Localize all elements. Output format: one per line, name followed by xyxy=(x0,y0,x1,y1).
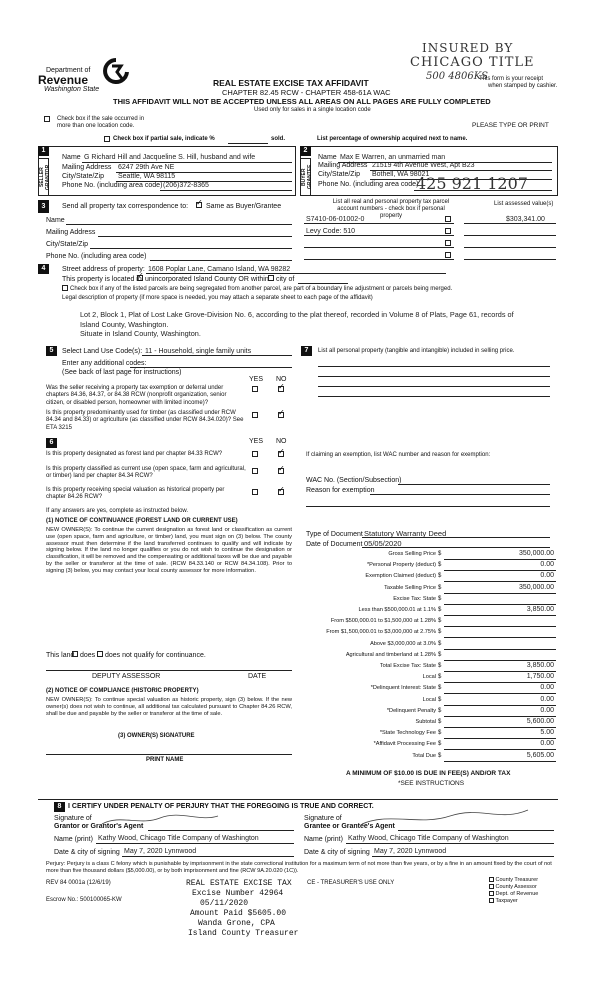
tax-row-label: Local xyxy=(422,696,436,703)
same-as-buyer-checkbox[interactable] xyxy=(196,202,202,208)
tax-row-dollar: $ xyxy=(438,562,442,569)
legal-description-label: Legal description of property (if more space is needed, you may attach a separate sheet to each page of the affidavit) xyxy=(62,295,373,301)
tax-row-dollar: $ xyxy=(438,551,442,557)
segregated-label: Check box if any of the listed parcels are being segregated from another parcel, are part of a boundary line adjustment or parcels being merged. xyxy=(70,286,453,292)
tax-row-value[interactable]: 0.00 xyxy=(540,695,554,703)
land-does-not-checkbox[interactable] xyxy=(97,651,103,657)
tax-row-dollar: $ xyxy=(438,618,442,625)
seller-name-label: Name xyxy=(62,154,81,161)
tax-row-dollar: $ xyxy=(438,584,442,591)
receipt-line-4: Amount Paid $5605.00 xyxy=(190,909,287,918)
tax-row-value[interactable]: 3,850.00 xyxy=(526,662,554,669)
section-2-number: 2 xyxy=(300,146,311,156)
receipt-line-5: Wanda Grone, CPA xyxy=(198,919,275,928)
seller-tab: SELLER GRANTOR xyxy=(38,158,49,196)
tax-row-value[interactable]: 1,750.00 xyxy=(526,673,554,681)
notice-continuance-heading: (1) NOTICE OF CONTINUANCE (FOREST LAND OR CURRENT USE) xyxy=(46,518,238,524)
buyer-phone-label: Phone No. (including area code) xyxy=(318,181,419,188)
tax-row-underline xyxy=(444,649,556,650)
tax-row-dollar: $ xyxy=(438,685,442,692)
same-as-buyer-label: Same as Buyer/Grantee xyxy=(206,203,282,210)
tax-row-label: *Personal Property (deduct) xyxy=(366,562,436,569)
tax-row-value[interactable]: 3,850.00 xyxy=(526,606,554,613)
tax-row-value[interactable]: 5.00 xyxy=(540,729,554,737)
buyer-city-label: City/State/Zip xyxy=(318,171,361,178)
s6-no: NO xyxy=(276,438,287,445)
tax-row-label: Agricultural and timberland at 1.28% xyxy=(345,651,436,658)
notice-continuance-text: NEW OWNER(S): To continue the current designation as forest land or classification as current use (open space, farm and agriculture, or timber) land, you must sign on (3) below. The county assessor must then determine if the land transferred continues to qualify and will indicate by signing below. If the land no longer qualifies or you do not wish to continue the designation or classification, it will be removed and the compensating or additional taxes will be due and payable by the seller or transferor at the time of sale. (RCW 84.33.140 or RCW 84.34.108). Prior to signing (3) below, you may contact your local county assessor for more information. xyxy=(46,527,292,574)
grantee-signature-scribble xyxy=(360,808,530,828)
tax-row-label: *Delinquent Penalty xyxy=(386,707,436,714)
multiple-location-label: Check box if the sale occurred in xyxy=(57,116,145,122)
grantee-printed-name[interactable]: Kathy Wood, Chicago Title Company of Washington xyxy=(348,835,509,842)
correspondence-label: Send all property tax correspondence to: xyxy=(62,203,189,210)
tax-row-dollar: $ xyxy=(438,607,442,613)
buyer-tab: BUYER GRANTEE xyxy=(300,158,311,196)
buyer-city[interactable]: Bothell, WA 98021 xyxy=(372,171,430,178)
treasurer-use-only: CE - TREASURER'S USE ONLY xyxy=(307,880,395,886)
document-date-label: Date of Document xyxy=(306,541,363,548)
s5-no: NO xyxy=(276,376,287,383)
tax-row-underline xyxy=(444,716,556,717)
s5-q1-yes[interactable] xyxy=(252,386,258,392)
section-4-number: 4 xyxy=(38,264,49,274)
tax-row-label: *Delinquent Interest: State xyxy=(370,685,436,692)
grantor-date-city[interactable]: May 7, 2020 Lynnwood xyxy=(124,848,197,855)
assessed-header: List assessed value(s) xyxy=(494,201,554,207)
unincorporated-label: unincorporated Island County OR within xyxy=(145,276,269,283)
section-3-number: 3 xyxy=(38,200,49,213)
ownership-note: List percentage of ownership acquired next to name. xyxy=(317,136,468,142)
tax-row-value[interactable]: 0.00 xyxy=(540,706,554,714)
tax-row-value[interactable]: 0.00 xyxy=(540,572,554,580)
tax-row-dollar: $ xyxy=(438,719,442,725)
street-address[interactable]: 1608 Poplar Lane, Camano Island, WA 98282 xyxy=(148,266,291,273)
tax-row-value[interactable]: 5,605.00 xyxy=(526,751,554,759)
single-location-note: Used only for sales in a single location code xyxy=(254,107,371,113)
document-date[interactable]: 05/05/2020 xyxy=(364,539,402,548)
washington-state: Washington State xyxy=(44,86,100,93)
exemption-reason-label: Reason for exemption xyxy=(306,487,375,494)
parcel-header: List all real and personal property tax parcel account numbers - check box if personal property xyxy=(332,199,450,219)
section-5-number: 5 xyxy=(46,346,57,356)
owner-signature-label: (3) OWNER(S) SIGNATURE xyxy=(118,733,195,739)
segregated-checkbox[interactable] xyxy=(62,285,68,291)
s5-question-1: Was the seller receiving a property tax exemption or deferral under chapters 84.36, 84.37, or 84.38 RCW (nonprofit organization, senior citizen, or disabled person, homeowner with limited income)? xyxy=(46,385,227,406)
s6-question-1: Is this property designated as forest land per chapter 84.33 RCW? xyxy=(46,451,223,457)
form-warning: THIS AFFIDAVIT WILL NOT BE ACCEPTED UNLESS ALL AREAS ON ALL PAGES ARE FULLY COMPLETED xyxy=(113,97,491,106)
tax-row-underline xyxy=(444,693,556,694)
land-does-checkbox[interactable] xyxy=(72,651,78,657)
personal-property-label: List all personal property (tangible and intangible) included in selling price. xyxy=(318,348,515,354)
section-6-number: 6 xyxy=(46,438,57,448)
copy-taxpayer: Taxpayer xyxy=(495,898,518,904)
tax-row-underline xyxy=(444,581,556,582)
tax-row-label: Taxable Selling Price xyxy=(384,584,436,591)
tax-row-underline xyxy=(444,738,556,739)
tax-row-label: Gross Selling Price xyxy=(388,551,436,557)
buyer-name[interactable]: Max E Warren, an unmarried man xyxy=(340,154,446,161)
grantor-printed-name[interactable]: Kathy Wood, Chicago Title Company of Washington xyxy=(98,835,259,842)
form-revision: REV 84 0001a (12/6/19) xyxy=(46,880,111,886)
tax-row-underline xyxy=(444,727,556,728)
certify-statement: I CERTIFY UNDER PENALTY OF PERJURY THAT THE FOREGOING IS TRUE AND CORRECT. xyxy=(68,803,374,810)
tax-row-label: Subtotal xyxy=(415,719,436,725)
tax-row-value[interactable]: 0.00 xyxy=(540,684,554,692)
copy-dept-revenue: Dept. of Revenue xyxy=(495,891,539,897)
section-1-number: 1 xyxy=(38,146,49,156)
copy-county-treasurer-checkbox[interactable] xyxy=(489,877,494,882)
legal-description-3[interactable]: Situate in Island County, Washington. xyxy=(80,329,201,338)
tax-row-underline xyxy=(444,626,556,627)
additional-codes-label: Enter any additional codes: xyxy=(62,360,147,367)
tax-row-label: From $1,500,000.01 to $3,000,000 at 2.75% xyxy=(326,629,436,636)
tax-row-value[interactable]: 0.00 xyxy=(540,561,554,569)
receipt-line-3: 05/11/2020 xyxy=(200,899,249,908)
tax-row-dollar: $ xyxy=(438,674,442,681)
tax-row-underline xyxy=(444,761,556,762)
tax-row-value[interactable]: 5,600.00 xyxy=(526,718,554,725)
tax-row-underline xyxy=(444,604,556,605)
seller-city-label: City/State/Zip xyxy=(62,173,105,180)
minimum-fee-note: A MINIMUM OF $10.00 IS DUE IN FEE(S) AND/OR TAX xyxy=(346,770,511,777)
revenue-wordmark: Revenue xyxy=(38,73,89,87)
tax-row-dollar: $ xyxy=(438,696,442,703)
exemption-label: If claiming an exemption, list WAC number and reason for exemption: xyxy=(306,452,491,458)
notice-compliance-heading: (2) NOTICE OF COMPLIANCE (HISTORIC PROPERTY) xyxy=(46,688,199,694)
tax-row-label: Total Excise Tax: State xyxy=(379,663,436,669)
tax-row-dollar: $ xyxy=(438,629,442,636)
tax-row-underline xyxy=(444,615,556,616)
dept-of: Department of xyxy=(46,67,91,74)
see-instructions-note: *SEE INSTRUCTIONS xyxy=(398,780,465,787)
buyer-phone[interactable]: 425 921 1207 xyxy=(416,174,528,193)
revenue-logo-icon xyxy=(103,58,129,86)
grantor-agent-label: Grantor or Grantor's Agent xyxy=(54,823,144,830)
tax-row-dollar: $ xyxy=(438,640,442,647)
buyer-address-label: Mailing Address xyxy=(318,162,368,169)
does-label: does xyxy=(80,652,96,659)
grantee-agent-label: Grantee or Grantee's Agent xyxy=(304,823,395,830)
land-does-label: This land xyxy=(46,652,75,659)
parcel-number[interactable]: S7410-06-01002-0 xyxy=(306,216,365,223)
unincorporated-checkbox[interactable] xyxy=(137,275,143,281)
receipt-line-1: REAL ESTATE EXCISE TAX xyxy=(186,879,292,888)
personal-property-checkbox-2[interactable] xyxy=(445,228,451,234)
tax-row-label: Local xyxy=(422,674,436,681)
s3-name-label: Name xyxy=(46,217,65,224)
handwritten-order: 500 4806KS xyxy=(426,71,489,82)
s5-question-2: Is this property predominantly used for timber (as classified under RCW 84.34 and 84.33) or agriculture (as classified under RCW 84.34.020)? See ETA 3215 xyxy=(46,410,244,431)
perjury-notice: Perjury: Perjury is a class C felony which is punishable by imprisonment in the state correctional institution for a maximum term of not more than five years, or by a fine in an amount fixed by the court of not more than five thousand dollars ($5,000.00), or by both imprisonment and fine (RCW 9A.20.020 (1C)). xyxy=(46,861,552,874)
s6-question-3: Is this property receiving special valuation as historical property per chapter 84.26 RCW? xyxy=(46,487,225,501)
personal-property-checkbox-4[interactable] xyxy=(445,252,451,258)
s6-q2-no[interactable] xyxy=(278,468,284,474)
s5-q2-yes[interactable] xyxy=(252,412,258,418)
tax-row-label: Above $3,000,000 at 3.0% xyxy=(370,640,436,647)
personal-property-checkbox-3[interactable] xyxy=(445,240,451,246)
tax-row-dollar: $ xyxy=(438,573,442,580)
s5-q2-no[interactable] xyxy=(278,412,284,418)
levy-code[interactable]: Levy Code: 510 xyxy=(306,228,356,235)
s6-yes: YES xyxy=(249,438,264,445)
deputy-assessor-label: DEPUTY ASSESSOR xyxy=(92,673,161,680)
form-title: REAL ESTATE EXCISE TAX AFFIDAVIT xyxy=(213,78,369,88)
tax-row-dollar: $ xyxy=(438,595,442,602)
escrow-number: Escrow No.: 500100065-KW xyxy=(46,897,122,903)
buyer-address[interactable]: 21519 4th Avenue West, Apt B23 xyxy=(372,162,475,169)
tax-row-label: *Affidavit Processing Fee xyxy=(373,741,436,748)
tax-row-underline xyxy=(444,559,556,560)
legal-description-1[interactable]: Lot 2, Block 1, Plat of Lost Lake Grove-Division No. 6, according to the plat thereof, recorded in Volume 8 of Plats, Page 61, records of xyxy=(80,310,514,319)
sold-label: sold. xyxy=(271,136,286,142)
tax-row-label: Excise Tax: State xyxy=(393,595,436,602)
print-name-label: PRINT NAME xyxy=(146,757,184,763)
tax-row-label: From $500,000.01 to $1,500,000 at 1.28% xyxy=(330,618,436,625)
tax-row-value[interactable]: 350,000.00 xyxy=(518,583,554,591)
located-label: This property is located in xyxy=(62,276,142,283)
receipt-line-6: Island County Treasurer xyxy=(188,929,299,938)
form-subtitle: CHAPTER 82.45 RCW - CHAPTER 458-61A WAC xyxy=(222,88,391,97)
s6-q1-yes[interactable] xyxy=(252,451,258,457)
tax-row-underline xyxy=(444,637,556,638)
s3-address-label: Mailing Address xyxy=(46,229,96,236)
notice-compliance-text: NEW OWNER(S): To continue special valuation as historic property, sign (3) below. If the new owner(s) does not wish to continue, all additional tax calculated pursuant to Chapter 84.26 RCW, shall be due and payable by the seller or transferor at the time of sale. xyxy=(46,697,292,717)
seller-address[interactable]: 6247 29th Ave NE xyxy=(118,164,175,171)
tax-row-dollar: $ xyxy=(438,730,442,737)
tax-row-underline xyxy=(444,705,556,706)
if-yes-instructions: If any answers are yes, complete as instructed below. xyxy=(46,508,189,514)
tax-row-underline xyxy=(444,593,556,594)
s6-q2-yes[interactable] xyxy=(252,468,258,474)
land-use-code[interactable]: 11 - Household, single family units xyxy=(145,348,252,355)
receipt-note: This form is your receipt xyxy=(479,76,544,82)
tax-row-dollar: $ xyxy=(438,741,442,748)
tax-row-underline xyxy=(444,660,556,661)
seller-city[interactable]: Seattle, WA 98115 xyxy=(118,173,176,180)
wac-label: WAC No. (Section/Subsection) xyxy=(306,477,402,484)
s3-city-label: City/State/Zip xyxy=(46,241,89,248)
receipt-note-2: when stamped by cashier. xyxy=(488,83,558,89)
grantor-signature-scribble xyxy=(100,812,220,828)
grantor-signature-label: Signature of xyxy=(54,815,92,822)
tax-row-underline xyxy=(444,682,556,683)
multiple-location-checkbox[interactable] xyxy=(44,116,50,122)
stamp-insured-by: INSURED BY xyxy=(422,41,514,55)
land-use-label: Select Land Use Code(s): xyxy=(62,348,143,355)
tax-row-label: *State Technology Fee xyxy=(379,730,436,737)
document-type[interactable]: Statutory Warranty Deed xyxy=(364,529,447,538)
copy-dept-revenue-checkbox[interactable] xyxy=(489,891,494,896)
assessed-value[interactable]: $303,341.00 xyxy=(506,216,545,223)
tax-row-dollar: $ xyxy=(438,707,442,714)
s3-phone-label: Phone No. (including area code) xyxy=(46,253,147,260)
copy-county-treasurer: County Treasurer xyxy=(495,877,539,883)
grantee-name-label: Name (print) xyxy=(304,836,343,843)
tax-row-dollar: $ xyxy=(438,663,442,669)
street-label: Street address of property: xyxy=(62,266,145,273)
multiple-location-label-2: more than one location code. xyxy=(57,123,135,129)
tax-row-underline xyxy=(444,570,556,571)
receipt-line-2: Excise Number 42964 xyxy=(192,889,284,898)
date-label: DATE xyxy=(248,673,267,680)
tax-row-underline xyxy=(444,749,556,750)
grantee-signature-label: Signature of xyxy=(304,815,342,822)
s5-q1-no[interactable] xyxy=(278,386,284,392)
stamp-chicago-title: CHICAGO TITLE xyxy=(410,55,535,70)
see-back-label: (See back of last page for instructions) xyxy=(62,369,182,376)
grantor-date-label: Date & city of signing xyxy=(54,849,120,856)
tax-row-value[interactable]: 0.00 xyxy=(540,740,554,748)
s6-q1-no[interactable] xyxy=(278,451,284,457)
partial-sale-checkbox[interactable] xyxy=(104,136,110,142)
please-type: PLEASE TYPE OR PRINT xyxy=(472,122,549,129)
copy-county-assessor: County Assessor xyxy=(495,884,537,890)
tax-row-value[interactable]: 350,000.00 xyxy=(518,550,554,557)
grantee-date-city[interactable]: May 7, 2020 Lynnwood xyxy=(374,848,447,855)
section-7-number: 7 xyxy=(301,346,312,356)
tax-row-underline xyxy=(444,671,556,672)
legal-description-2[interactable]: Island County, Washington. xyxy=(80,320,169,329)
s6-q3-yes[interactable] xyxy=(252,489,258,495)
personal-property-checkbox-1[interactable] xyxy=(445,216,451,222)
buyer-name-label: Name xyxy=(318,154,337,161)
s5-yes: YES xyxy=(249,376,264,383)
seller-name[interactable]: G Richard Hill and Jacqueline S. Hill, husband and wife xyxy=(84,154,256,161)
s6-q3-no[interactable] xyxy=(278,489,284,495)
seller-phone-label: Phone No. (including area code) xyxy=(62,182,163,189)
seller-phone[interactable]: (206)372-8365 xyxy=(163,182,209,189)
tax-row-dollar: $ xyxy=(438,752,442,759)
tax-row-label: Exemption Claimed (deduct) xyxy=(365,573,436,580)
copy-taxpayer-checkbox[interactable] xyxy=(489,898,494,903)
tax-row-label: Total Due xyxy=(412,752,436,759)
copy-county-assessor-checkbox[interactable] xyxy=(489,884,494,889)
grantor-name-label: Name (print) xyxy=(54,836,93,843)
grantee-date-label: Date & city of signing xyxy=(304,849,370,856)
section-8-number: 8 xyxy=(54,802,65,812)
does-not-label: does not qualify for continuance. xyxy=(105,652,206,659)
tax-row-label: Less than $500,000.01 at 1.1% xyxy=(358,607,436,613)
tax-row-dollar: $ xyxy=(438,651,442,658)
document-type-label: Type of Document xyxy=(306,531,363,538)
city-of-checkbox[interactable] xyxy=(268,275,274,281)
city-of-label: city of xyxy=(276,276,295,283)
s6-question-2: Is this property classified as current use (open space, farm and agricultural, or timber) land per chapter 84.34 RCW? xyxy=(46,466,246,480)
partial-sale-label: Check box if partial sale, indicate % xyxy=(113,136,215,142)
seller-address-label: Mailing Address xyxy=(62,164,112,171)
